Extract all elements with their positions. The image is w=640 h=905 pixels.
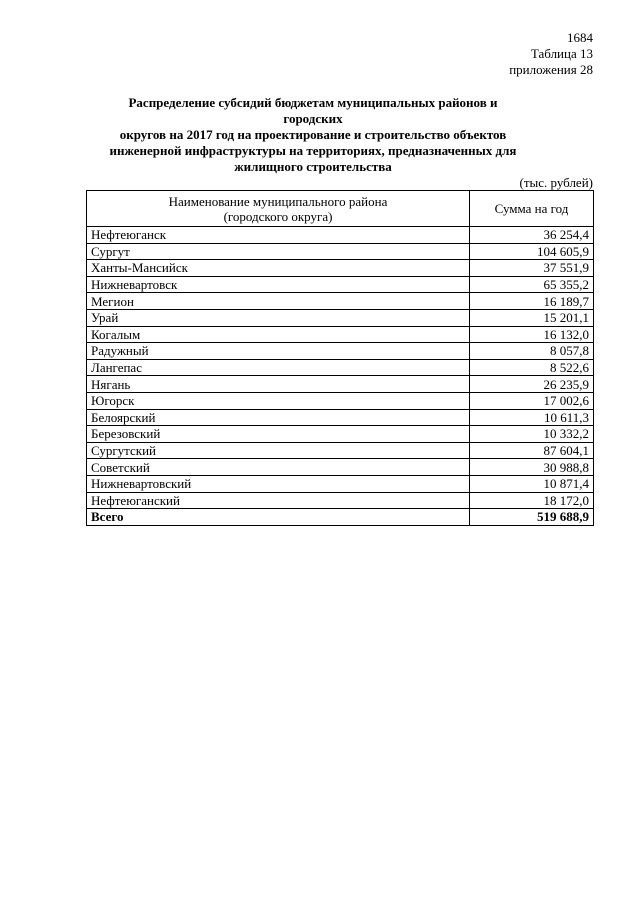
table-row (87, 459, 594, 476)
title-line: инженерной инфраструктуры на территориях, предназначенных для (109, 143, 517, 158)
table-row (87, 309, 594, 326)
table-row (87, 475, 594, 492)
row-name: Югорск (87, 392, 470, 409)
table-row (87, 260, 594, 277)
row-name: Ханты-Мансийск (87, 260, 470, 277)
table-row (87, 293, 594, 310)
row-sum: 18 172,0 (470, 492, 594, 509)
row-sum: 37 551,9 (470, 260, 594, 277)
row-name: Березовский (87, 426, 470, 443)
title-line: Распределение субсидий бюджетам муниципальных районов и городских (128, 95, 498, 126)
column-header-name-line: (городского округа) (223, 208, 333, 224)
column-header-sum: Сумма на год (470, 191, 594, 227)
page-number: 1684 (567, 30, 593, 45)
table-row (87, 343, 594, 360)
table-body (87, 227, 594, 509)
row-sum: 8 057,8 (470, 343, 594, 360)
row-sum: 16 189,7 (470, 293, 594, 310)
row-sum: 17 002,6 (470, 392, 594, 409)
table-header-row (87, 191, 594, 227)
row-sum: 10 871,4 (470, 475, 594, 492)
row-name: Белоярский (87, 409, 470, 426)
total-sum: 519 688,9 (470, 509, 594, 526)
row-name: Сургут (87, 243, 470, 260)
document-title (108, 95, 518, 175)
row-sum: 8 522,6 (470, 359, 594, 376)
row-name: Нефтеюганск (87, 227, 470, 244)
table-row (87, 409, 594, 426)
row-name: Нефтеюганский (87, 492, 470, 509)
row-sum: 65 355,2 (470, 276, 594, 293)
total-label: Всего (87, 509, 470, 526)
table-row (87, 276, 594, 293)
column-header-name-line: Наименование муниципального района (168, 193, 388, 209)
table-row (87, 442, 594, 459)
table-label: Таблица 13 (530, 46, 593, 61)
row-name: Нижневартовский (87, 475, 470, 492)
column-header-name (87, 191, 470, 227)
row-sum: 10 332,2 (470, 426, 594, 443)
units-label: (тыс. рублей) (519, 175, 593, 190)
row-name: Когалым (87, 326, 470, 343)
table-row (87, 359, 594, 376)
table-total-row (87, 509, 594, 526)
table-row (87, 376, 594, 393)
table-row (87, 227, 594, 244)
row-sum: 26 235,9 (470, 376, 594, 393)
title-line: округов на 2017 год на проектирование и строительство объектов (119, 127, 507, 142)
row-name: Мегион (87, 293, 470, 310)
row-sum: 15 201,1 (470, 309, 594, 326)
row-name: Радужный (87, 343, 470, 360)
row-name: Нижневартовск (87, 276, 470, 293)
title-line: жилищного строительства (234, 159, 392, 174)
table-row (87, 326, 594, 343)
row-sum: 104 605,9 (470, 243, 594, 260)
row-name: Советский (87, 459, 470, 476)
row-name: Сургутский (87, 442, 470, 459)
table-row (87, 392, 594, 409)
table-row (87, 426, 594, 443)
appendix-label: приложения 28 (509, 62, 593, 77)
row-name: Урай (87, 309, 470, 326)
subsidy-table (86, 190, 594, 526)
row-sum: 16 132,0 (470, 326, 594, 343)
row-name: Нягань (87, 376, 470, 393)
row-sum: 36 254,4 (470, 227, 594, 244)
row-sum: 87 604,1 (470, 442, 594, 459)
row-name: Лангепас (87, 359, 470, 376)
table-row (87, 243, 594, 260)
row-sum: 10 611,3 (470, 409, 594, 426)
row-sum: 30 988,8 (470, 459, 594, 476)
table-row (87, 492, 594, 509)
